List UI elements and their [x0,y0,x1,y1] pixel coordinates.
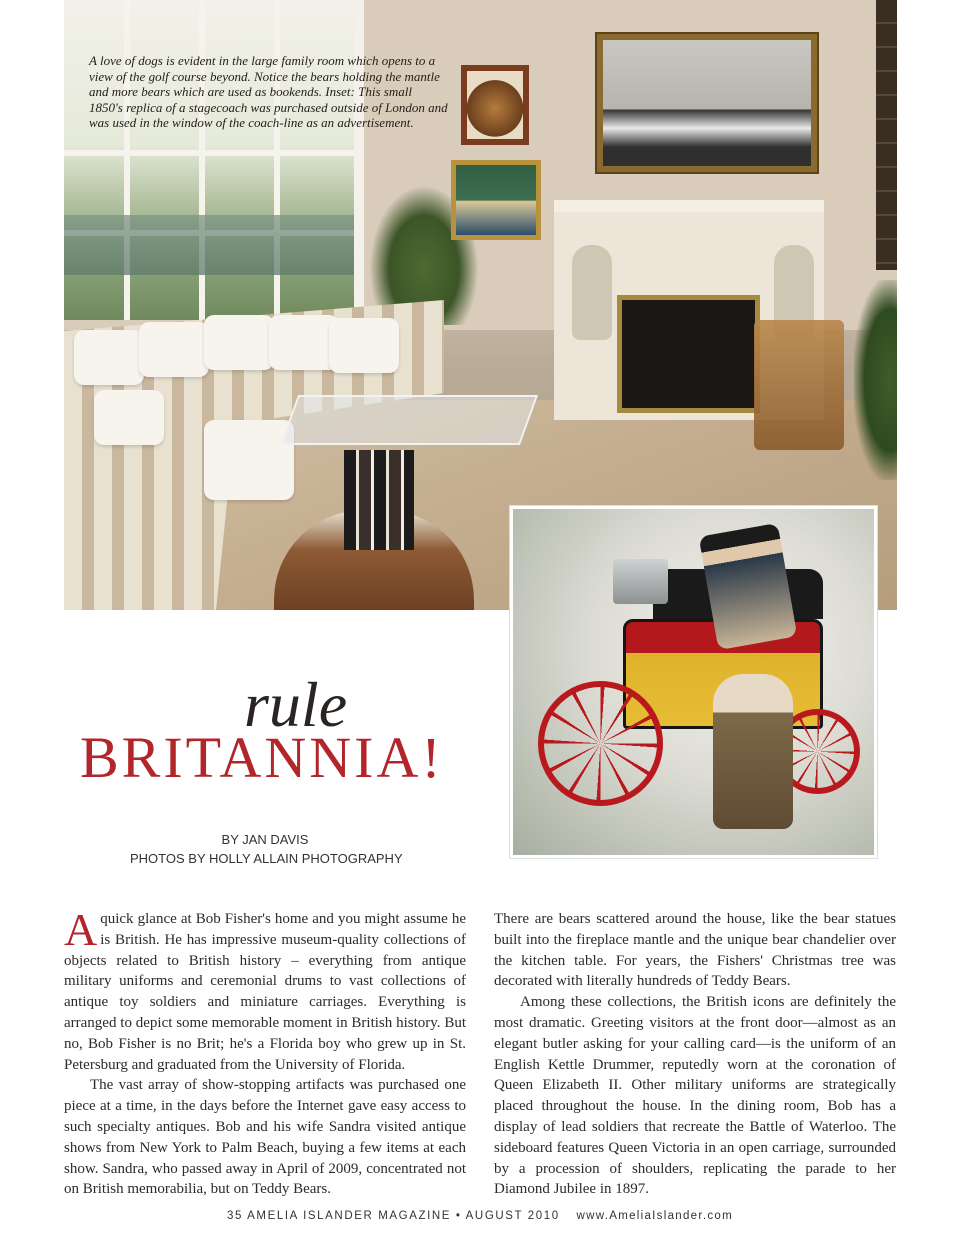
wicker-chair [754,320,844,450]
bear-statue-left [572,245,612,340]
pillow [204,315,274,370]
footer-page-label: 35 AMELIA ISLANDER MAGAZINE • AUGUST 2010 [227,1210,560,1222]
paragraph [64,904,466,1075]
footer-url[interactable]: www.AmeliaIslander.com [576,1210,733,1222]
article-column-right [494,909,896,1200]
dog-painting-lab [451,160,541,240]
pillow [74,330,144,385]
dalmatian-painting [597,34,817,172]
pillow [204,420,294,500]
headline-title: BRITANNIA! [80,725,444,790]
article-column-left [64,904,466,1200]
books-with-bear-bookends [344,450,414,550]
glass-coffee-table [280,395,538,445]
bookcase [876,0,897,270]
paragraph: Among these collections, the British icons are definitely the most dramatic. Greeting visitors at the front door—almost as an elegant butler asking for your calling card—is the uniform of an English Kettle Drummer, reputedly worn at the coronation of Queen Elizabeth II. Other military uniforms are strategically placed throughout the house. In the dining room, Bob has a display of lead soldiers that recreate the Battle of Waterloo. The sideboard features Queen Victoria in an open carriage, surrounded by a procession of shoulders, replicating the parade to her Diamond Jubilee in 1897. [494,994,896,1198]
stagecoach-inset-photo [510,506,877,858]
victorian-doll [713,674,793,829]
fireplace-screen [617,295,760,413]
window [64,0,364,320]
pillow [94,390,164,445]
byline-photos: PHOTOS BY HOLLY ALLAIN PHOTOGRAPHY [130,851,403,866]
pillow [139,322,209,377]
drop-cap: A [64,904,98,955]
paragraph: The vast array of show-stopping artifacts was purchased one piece at a time, in the days before the Internet gave easy access to such specialty antiques. Bob and his wife Sandra visited antique shows from New York to Palm Beach, buying a few items at each show. Sandra, who passed away in April of 2009, concentrated not on British memorabilia, but on Teddy Bears. [64,1077,466,1198]
dog-painting-small [461,65,529,145]
coach-wheel-front [538,681,663,806]
photo-caption: A love of dogs is evident in the large family room which opens to a view of the golf course beyond. Notice the bears holding the mantle and more bears which are used as bookends. Inset: This small 1850's replica of a stagecoach was purchased outside of London and was used in the window of the coach-line as an advertisement. [89,53,448,131]
headline-kicker: rule [244,669,348,740]
paragraph-text: quick glance at Bob Fisher's home and you might assume he is British. He has impressive museum-quality collections of objects related to British history – everything from antique military uniforms and ceremonial drums to vast collections of antique toy soldiers and miniature carriages. Everything is arranged to depict some memorable moment in British history. But no, Bob Fisher is no Brit; he's a Florida boy who grew up in St. Petersburg and graduated from the University of Florida. [64,911,466,1073]
luggage-pail [613,559,668,604]
page-footer [0,1210,960,1222]
byline [130,830,403,868]
corner-plant [854,280,897,480]
pillow [329,318,399,373]
byline-author: BY JAN DAVIS [221,832,309,847]
paragraph: There are bears scattered around the house, like the bear statues built into the fireplace mantle and the unique bear chandelier over the kitchen table. For years, the Fishers' Christmas tree was decorated with literally hundreds of Teddy Bears. [494,911,896,990]
